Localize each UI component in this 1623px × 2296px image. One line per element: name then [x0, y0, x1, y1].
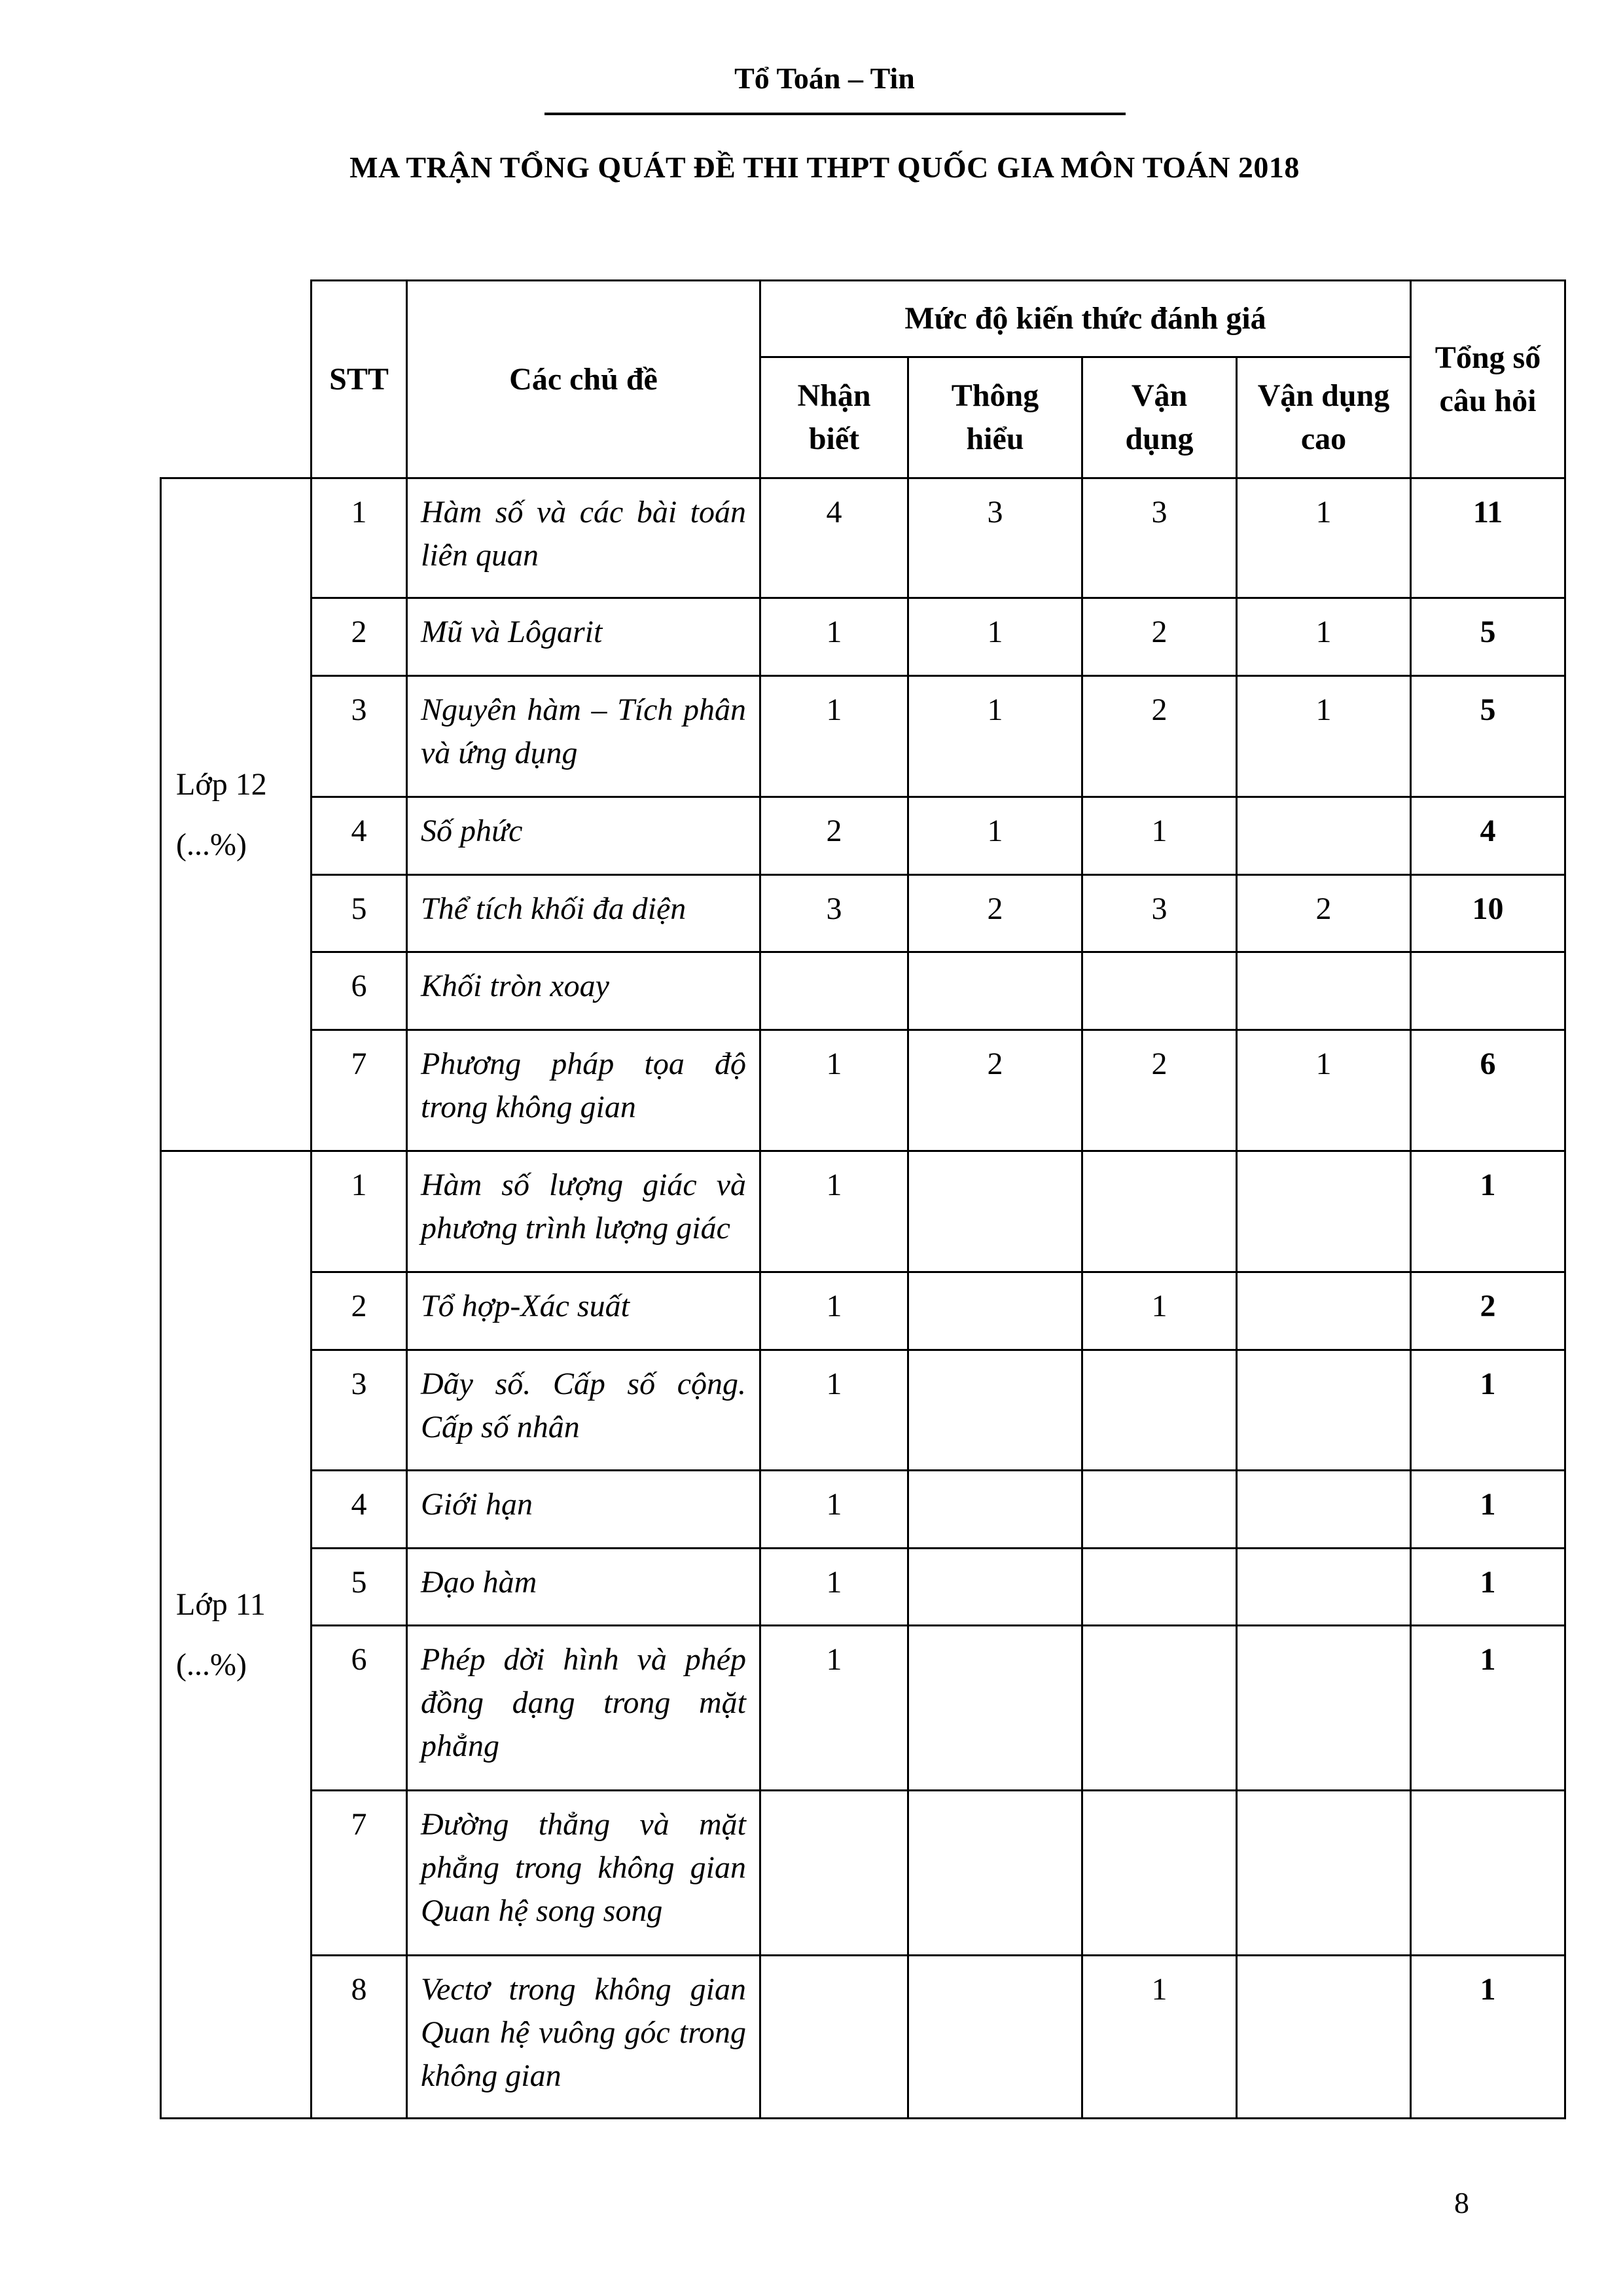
column-header-total-questions: Tổng số câu hỏi: [1411, 281, 1565, 478]
row-topic: Khối tròn xoay: [407, 952, 760, 1030]
row-total: 6: [1411, 1030, 1565, 1151]
row-thong-hieu: 1: [908, 598, 1082, 676]
row-thong-hieu: [908, 1626, 1082, 1791]
row-stt: 2: [312, 1272, 407, 1350]
row-van-dung-cao: [1237, 1626, 1411, 1791]
row-nhan-biet: 1: [760, 1626, 908, 1791]
row-topic: Hàm số lượng giác và phương trình lượng giác: [407, 1151, 760, 1272]
row-van-dung: 2: [1082, 1030, 1237, 1151]
row-stt: 1: [312, 1151, 407, 1272]
row-van-dung: [1082, 952, 1237, 1030]
row-total: 10: [1411, 875, 1565, 952]
row-van-dung-cao: 1: [1237, 1030, 1411, 1151]
column-header-van-dung-cao: Vận dụng cao: [1237, 357, 1411, 478]
row-van-dung-cao: [1237, 952, 1411, 1030]
row-stt: 1: [312, 478, 407, 598]
row-nhan-biet: 1: [760, 1272, 908, 1350]
row-stt: 6: [312, 1626, 407, 1791]
row-nhan-biet: [760, 1956, 908, 2119]
row-van-dung-cao: [1237, 1956, 1411, 2119]
header-divider: [544, 113, 1126, 115]
row-total: [1411, 952, 1565, 1030]
row-thong-hieu: [908, 1272, 1082, 1350]
row-nhan-biet: 1: [760, 598, 908, 676]
table-row: [161, 1626, 1565, 1791]
row-total: 1: [1411, 1350, 1565, 1471]
table-header: [161, 281, 1565, 478]
row-stt: 2: [312, 598, 407, 676]
row-total: [1411, 1791, 1565, 1956]
grade-percent: (...%): [176, 827, 247, 862]
row-stt: 3: [312, 676, 407, 797]
row-nhan-biet: 1: [760, 1350, 908, 1471]
table-row: [161, 478, 1565, 598]
row-total: 11: [1411, 478, 1565, 598]
row-nhan-biet: [760, 1791, 908, 1956]
row-stt: 6: [312, 952, 407, 1030]
table-row: [161, 1272, 1565, 1350]
row-van-dung-cao: 2: [1237, 875, 1411, 952]
row-topic: Đường thẳng và mặt phẳng trong không gian Quan hệ song song: [407, 1791, 760, 1956]
table-row: [161, 952, 1565, 1030]
grade-label: Lớp 11: [176, 1587, 266, 1622]
grade-percent: (...%): [176, 1647, 247, 1682]
row-thong-hieu: [908, 1471, 1082, 1549]
row-thong-hieu: 2: [908, 875, 1082, 952]
row-topic: Hàm số và các bài toán liên quan: [407, 478, 760, 598]
row-stt: 8: [312, 1956, 407, 2119]
column-header-nhan-biet: Nhận biết: [760, 357, 908, 478]
row-thong-hieu: [908, 1791, 1082, 1956]
row-topic: Phép dời hình và phép đồng dạng trong mặt phẳng: [407, 1626, 760, 1791]
row-van-dung: 3: [1082, 478, 1237, 598]
row-topic: Thể tích khối đa diện: [407, 875, 760, 952]
row-van-dung-cao: [1237, 1151, 1411, 1272]
table-row: [161, 875, 1565, 952]
table-row: [161, 797, 1565, 875]
row-thong-hieu: 2: [908, 1030, 1082, 1151]
row-van-dung-cao: [1237, 1272, 1411, 1350]
row-thong-hieu: [908, 1151, 1082, 1272]
row-total: 1: [1411, 1549, 1565, 1626]
row-van-dung: [1082, 1549, 1237, 1626]
row-van-dung-cao: 1: [1237, 478, 1411, 598]
row-nhan-biet: 2: [760, 797, 908, 875]
knowledge-matrix-table: [160, 279, 1566, 2119]
row-topic: Nguyên hàm – Tích phân và ứng dụng: [407, 676, 760, 797]
table-row: [161, 1791, 1565, 1956]
grade-label: Lớp 12: [176, 766, 267, 802]
row-van-dung: 2: [1082, 676, 1237, 797]
row-total: 1: [1411, 1151, 1565, 1272]
table-row: [161, 1151, 1565, 1272]
row-stt: 5: [312, 875, 407, 952]
table-row: [161, 1956, 1565, 2119]
row-nhan-biet: 4: [760, 478, 908, 598]
row-stt: 3: [312, 1350, 407, 1471]
column-header-van-dung: Vận dụng: [1082, 357, 1237, 478]
column-header-topic: Các chủ đề: [407, 281, 760, 478]
row-van-dung-cao: [1237, 1350, 1411, 1471]
row-topic: Dãy số. Cấp số cộng. Cấp số nhân: [407, 1350, 760, 1471]
row-thong-hieu: [908, 1956, 1082, 2119]
row-van-dung-cao: [1237, 1549, 1411, 1626]
row-topic: Phương pháp tọa độ trong không gian: [407, 1030, 760, 1151]
row-stt: 7: [312, 1030, 407, 1151]
grade-group-cell: [161, 478, 312, 1151]
row-thong-hieu: 3: [908, 478, 1082, 598]
row-stt: 7: [312, 1791, 407, 1956]
page-number: 8: [1454, 2186, 1469, 2219]
document-title: MA TRẬN TỔNG QUÁT ĐỀ THI THPT QUỐC GIA MÔN TOÁN 2018: [349, 151, 1300, 184]
row-thong-hieu: [908, 1549, 1082, 1626]
row-nhan-biet: [760, 952, 908, 1030]
department-name: Tổ Toán – Tin: [734, 62, 915, 95]
row-topic: Tổ hợp-Xác suất: [407, 1272, 760, 1350]
table-row: [161, 598, 1565, 676]
row-van-dung: 2: [1082, 598, 1237, 676]
row-thong-hieu: [908, 1350, 1082, 1471]
grade-11-rows: [161, 1151, 1565, 2119]
row-thong-hieu: 1: [908, 676, 1082, 797]
row-topic: Số phức: [407, 797, 760, 875]
row-van-dung-cao: [1237, 1791, 1411, 1956]
row-van-dung-cao: [1237, 797, 1411, 875]
row-van-dung: [1082, 1626, 1237, 1791]
row-total: 1: [1411, 1626, 1565, 1791]
row-nhan-biet: 1: [760, 1471, 908, 1549]
row-total: 2: [1411, 1272, 1565, 1350]
row-total: 5: [1411, 676, 1565, 797]
row-stt: 5: [312, 1549, 407, 1626]
row-stt: 4: [312, 797, 407, 875]
row-nhan-biet: 1: [760, 1030, 908, 1151]
table-row: [161, 1549, 1565, 1626]
row-van-dung: [1082, 1151, 1237, 1272]
row-nhan-biet: 1: [760, 1549, 908, 1626]
row-van-dung: 1: [1082, 797, 1237, 875]
row-van-dung-cao: 1: [1237, 676, 1411, 797]
row-thong-hieu: 1: [908, 797, 1082, 875]
row-van-dung-cao: [1237, 1471, 1411, 1549]
row-nhan-biet: 3: [760, 875, 908, 952]
grade-12-rows: [161, 478, 1565, 1151]
row-topic: Mũ và Lôgarit: [407, 598, 760, 676]
row-topic: Vectơ trong không gian Quan hệ vuông góc trong không gian: [407, 1956, 760, 2119]
column-header-thong-hieu: Thông hiểu: [908, 357, 1082, 478]
row-topic: Đạo hàm: [407, 1549, 760, 1626]
row-van-dung: [1082, 1471, 1237, 1549]
row-nhan-biet: 1: [760, 676, 908, 797]
row-van-dung: [1082, 1350, 1237, 1471]
row-total: 4: [1411, 797, 1565, 875]
header-blank-cell: [161, 281, 312, 478]
column-header-stt: STT: [312, 281, 407, 478]
column-header-knowledge-levels: Mức độ kiến thức đánh giá: [760, 281, 1411, 357]
row-van-dung: 1: [1082, 1956, 1237, 2119]
row-total: 1: [1411, 1471, 1565, 1549]
table-row: [161, 1030, 1565, 1151]
grade-group-cell: [161, 1151, 312, 2119]
row-topic: Giới hạn: [407, 1471, 760, 1549]
table-row: [161, 1471, 1565, 1549]
row-total: 5: [1411, 598, 1565, 676]
row-van-dung-cao: 1: [1237, 598, 1411, 676]
row-van-dung: [1082, 1791, 1237, 1956]
row-van-dung: 3: [1082, 875, 1237, 952]
table-row: [161, 1350, 1565, 1471]
row-total: 1: [1411, 1956, 1565, 2119]
row-van-dung: 1: [1082, 1272, 1237, 1350]
row-stt: 4: [312, 1471, 407, 1549]
row-nhan-biet: 1: [760, 1151, 908, 1272]
table-row: [161, 676, 1565, 797]
row-thong-hieu: [908, 952, 1082, 1030]
